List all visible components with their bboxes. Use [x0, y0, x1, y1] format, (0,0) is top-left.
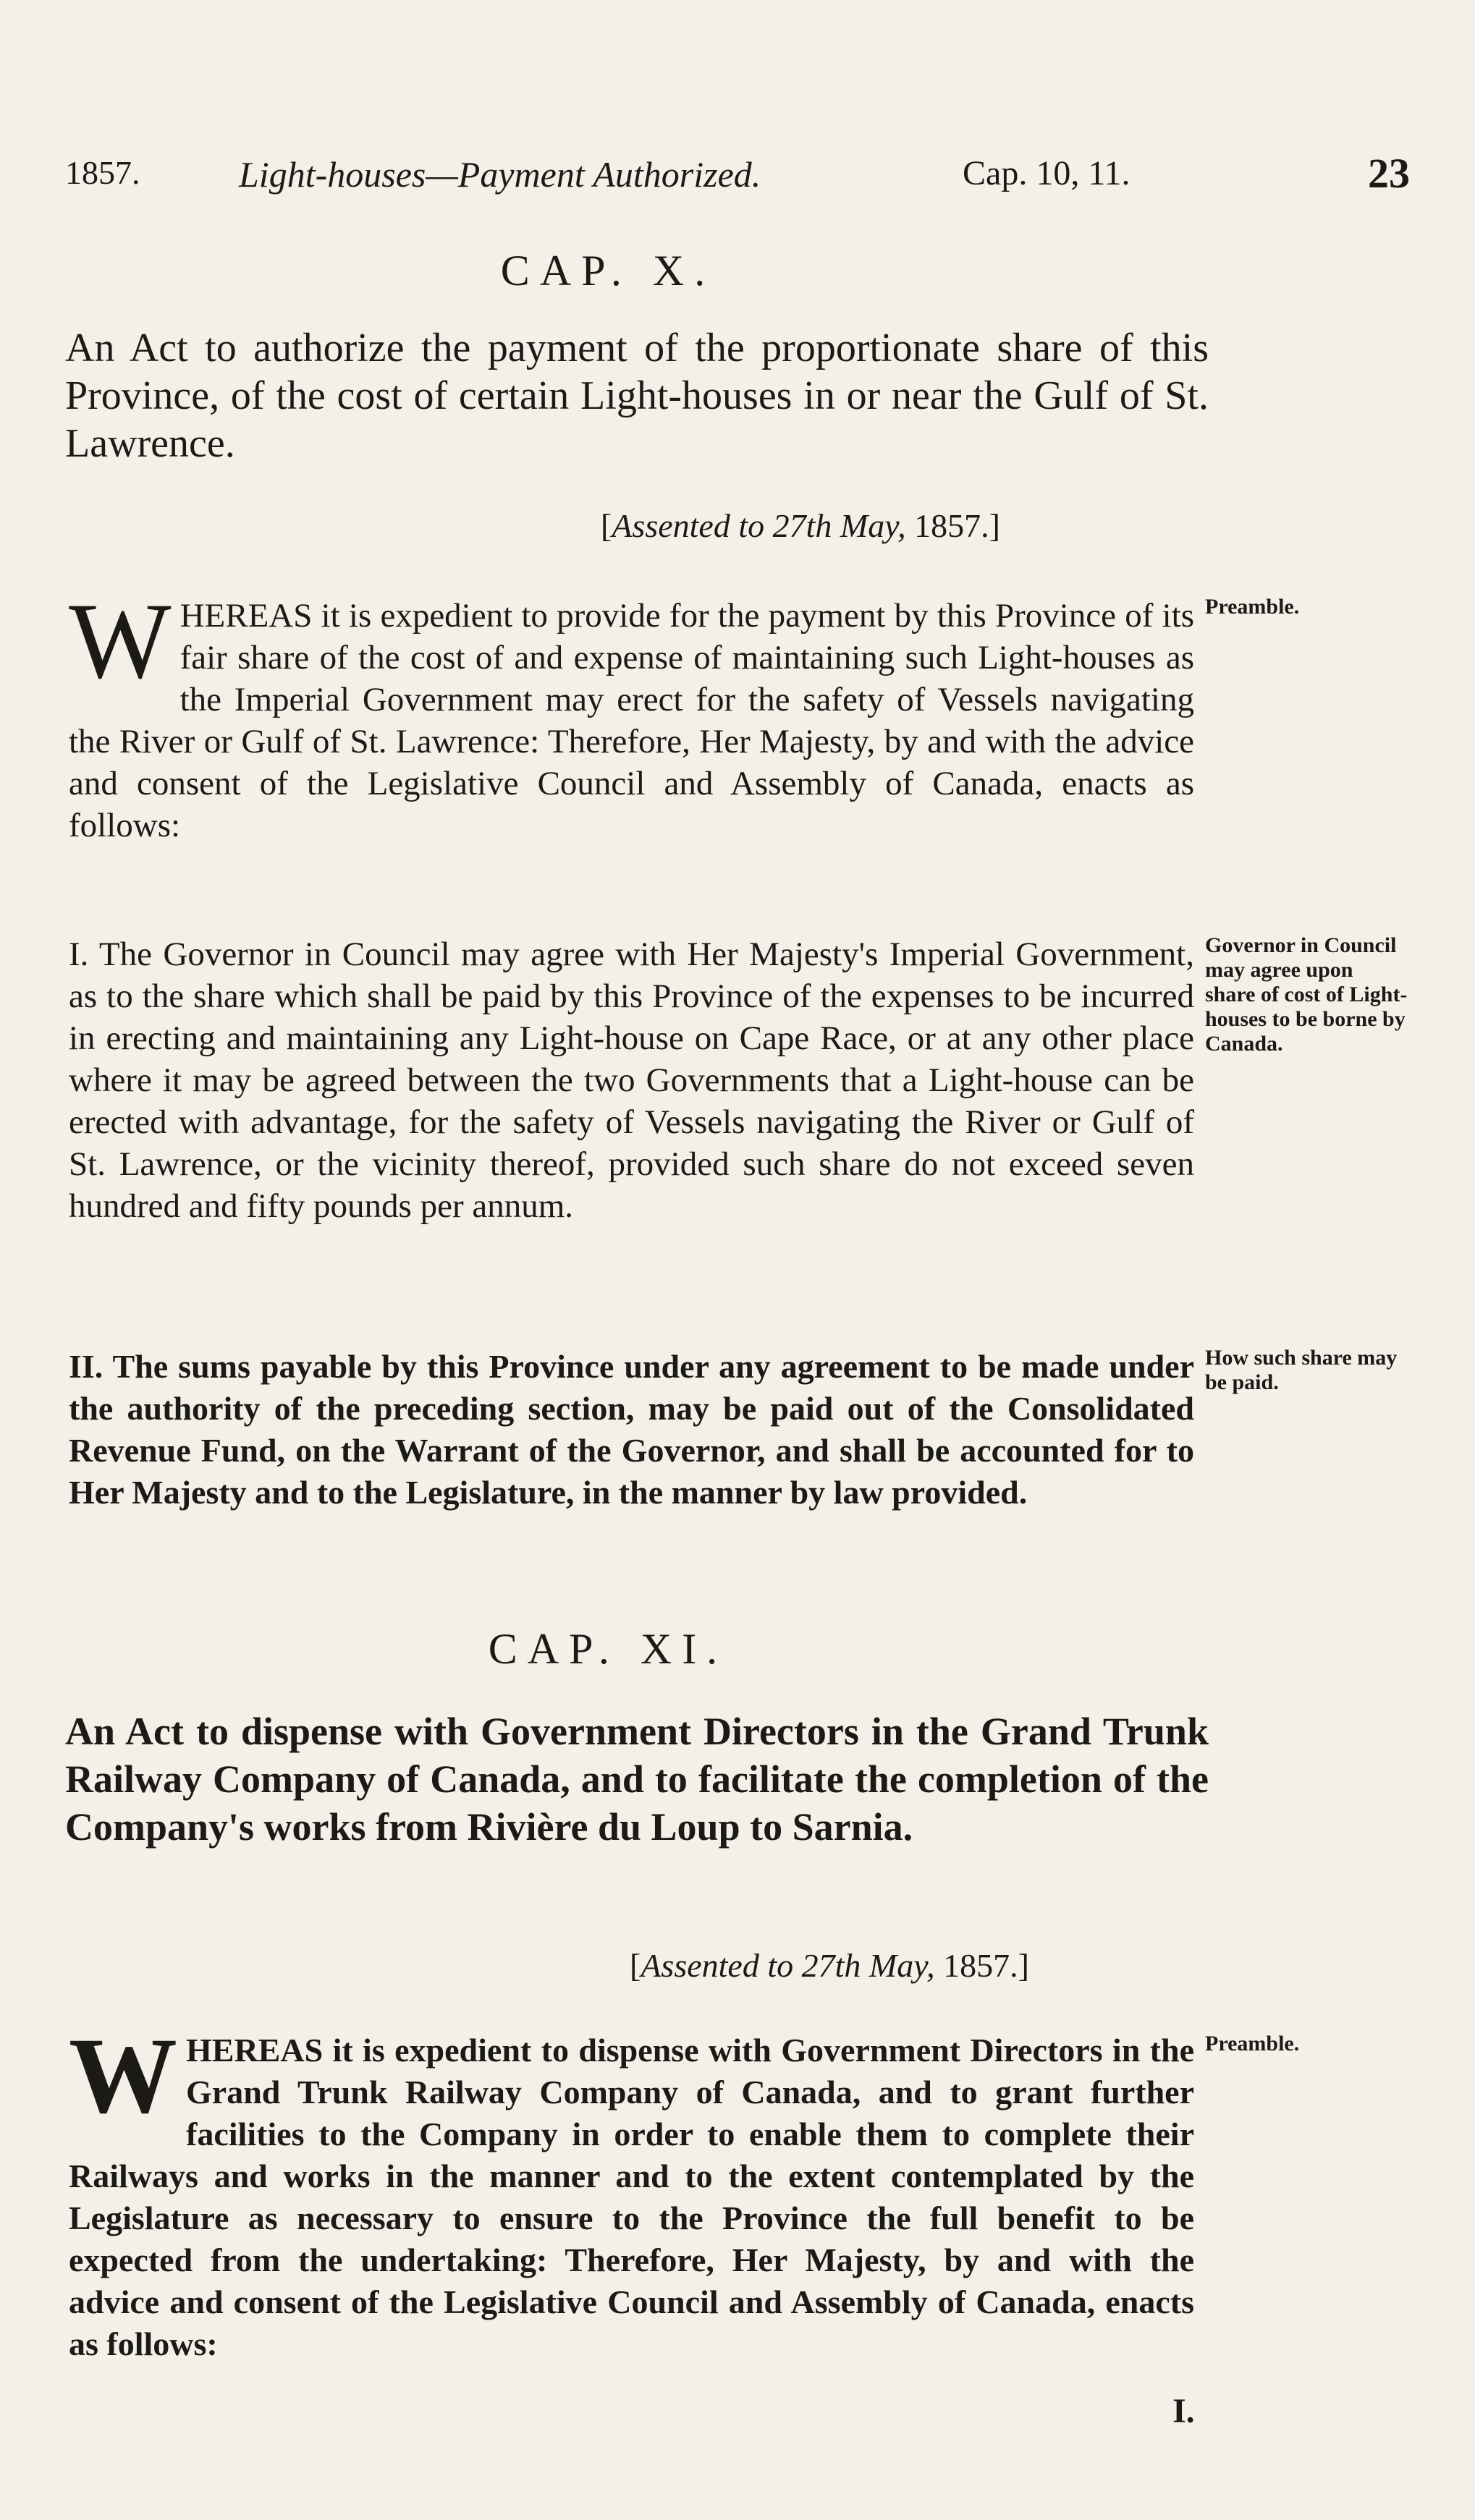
- cap-10-preamble-text: HEREAS it is expedient to provide for the payment by this Province of its fair share of the cost of and expense of maintaining such Light-houses as the Imperial Government may erect for the safety of Vessels navigating the River or Gulf of St. Lawrence: Therefore, Her Majesty, by and with the advice and consent of the Legislative Council and Assembly of Canada, enacts as follows:: [69, 597, 1194, 844]
- cap-10-section-2: II. The sums payable by this Province under any agreement to be made under the authority of the preceding section, may be paid out of the Consolidated Revenue Fund, on the Warrant of the Governor, and shall be accounted for to Her Majesty and to the Legislature, in the manner by law provided.: [69, 1348, 1194, 1511]
- running-header: [65, 150, 1410, 204]
- cap-10-assented-year: 1857.: [914, 507, 989, 544]
- cap-11-preamble: [69, 2016, 1194, 2365]
- cap-10-assented: [Assented to 27th May, 1857.]: [601, 507, 1000, 544]
- cap-11-preamble-note: Preamble.: [1205, 2032, 1300, 2056]
- cap-10-section-1: I. The Governor in Council may agree with Her Majesty's Imperial Government, as to the share which shall be paid by this Province of the expenses to be incurred in erecting and maintaining any Light-house on Cape Race, or at any other place where it may be agreed between the two Governments that a Light-house can be erected with advantage, for the safety of Vessels navigating the River or Gulf of St. Lawrence, or the vicinity thereof, provided such share do not exceed seven hundred and fifty pounds per annum.: [69, 936, 1194, 1225]
- cap-10-section-1-note: Governor in Council may agree upon share of cost of Light-houses to be borne by Canada.: [1205, 933, 1408, 1056]
- cap-10-heading: CAP. X.: [500, 247, 716, 294]
- header-year: 1857.: [65, 154, 140, 191]
- cap-10-title: An Act to authorize the payment of the proportionate share of this Province, of the cost of certain Light-houses in or near the Gulf of St. Lawrence.: [65, 326, 1209, 466]
- cap-10-preamble: [69, 581, 1194, 847]
- header-title: Light-houses—Payment Authorized.: [239, 154, 761, 195]
- cap-11-assented: [Assented to 27th May, 1857.]: [630, 1947, 1029, 1984]
- cap-11-preamble-text: HEREAS it is expedient to dispense with Government Directors in the Grand Trunk Railway Company of Canada, and to grant further facilities to the Company in order to enable them to complete their Railways and works in the manner and to the extent contemplated by the Legislature as necessary to ensure to the Province the full benefit to be expected from the undertaking: Therefore, Her Majesty, by and with the advice and consent of the Legislative Council and Assembly of Canada, enacts as follows:: [69, 2032, 1194, 2362]
- cap-10-assented-date: Assented to 27th May,: [612, 507, 906, 544]
- cap-11-assented-year: 1857.: [943, 1947, 1018, 1984]
- page-number: 23: [1368, 150, 1410, 197]
- cap-11-heading: CAP. XI.: [488, 1625, 728, 1673]
- cap-10-section-2-note: How such share may be paid.: [1205, 1346, 1398, 1394]
- cap-10-dropcap: W: [69, 581, 172, 701]
- cap-10-preamble-note: Preamble.: [1205, 595, 1300, 619]
- cap-11-title: An Act to dispense with Government Directors in the Grand Trunk Railway Company of Canada, and to facilitate the completion of the Company's works from Rivière du Loup to Sarnia.: [65, 1710, 1209, 1849]
- cap-11-assented-date: Assented to 27th May,: [641, 1947, 935, 1984]
- cap-11-dropcap: W: [69, 2016, 177, 2136]
- header-chapters: Cap. 10, 11.: [963, 154, 1130, 192]
- catchword: I.: [1172, 2392, 1195, 2430]
